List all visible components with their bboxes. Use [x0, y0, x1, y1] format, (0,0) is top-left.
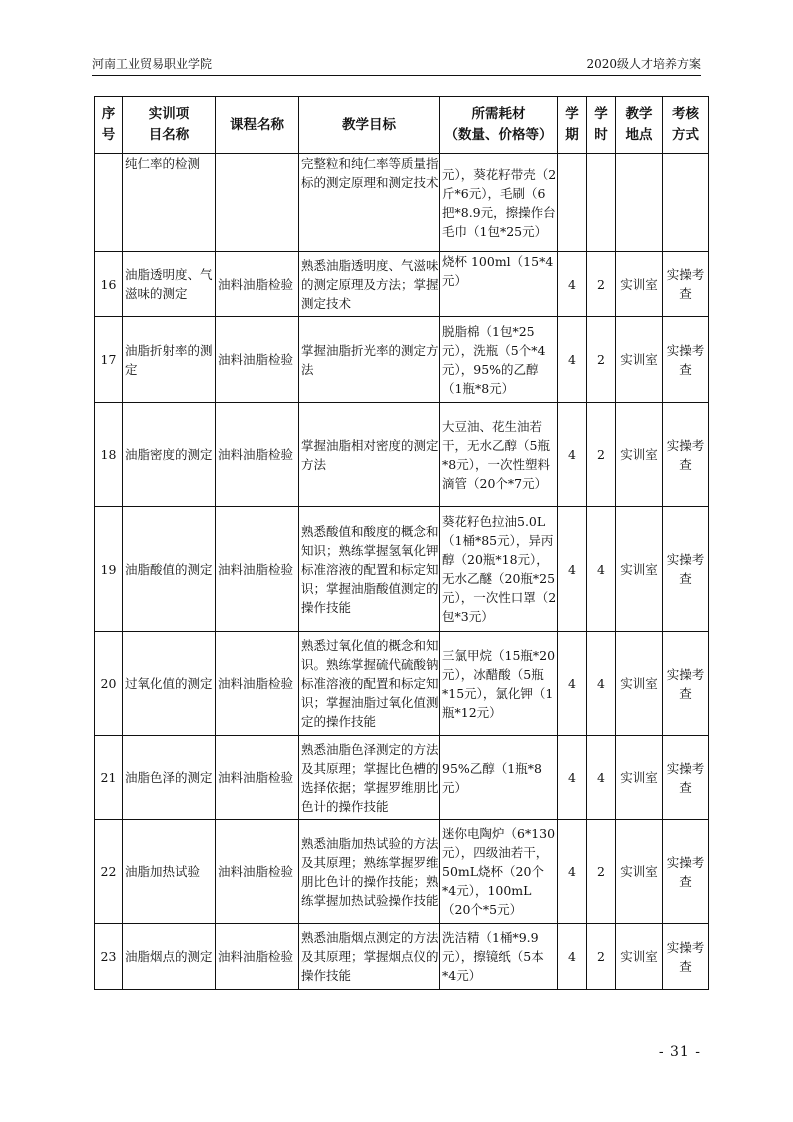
cell-term: 4	[558, 403, 587, 507]
cell-exam: 实操考查	[663, 736, 709, 820]
cell-hours	[587, 154, 616, 252]
cell-materials: 三氯甲烷（15瓶*20元），冰醋酸（5瓶*15元），氯化钾（1瓶*12元）	[440, 632, 558, 736]
header-no: 序 号	[95, 97, 123, 154]
header-place: 教学 地点	[616, 97, 663, 154]
cell-goal: 熟悉油脂色泽测定的方法及其原理；掌握比色槽的选择依据；掌握罗维朋比色计的操作技能	[299, 736, 440, 820]
cell-exam: 实操考查	[663, 820, 709, 924]
table-row	[95, 403, 709, 507]
cell-item: 油脂密度的测定	[123, 403, 216, 507]
cell-item: 油脂透明度、气滋味的测定	[123, 252, 216, 317]
table-row	[95, 317, 709, 403]
cell-exam: 实操考查	[663, 507, 709, 632]
cell-exam: 实操考查	[663, 924, 709, 990]
header-term: 学 期	[558, 97, 587, 154]
cell-hours: 4	[587, 736, 616, 820]
cell-term: 4	[558, 317, 587, 403]
table-row	[95, 924, 709, 990]
table-header-row	[95, 97, 709, 154]
cell-course: 油料油脂检验	[216, 317, 299, 403]
cell-materials: 烧杯 100ml（15*4元）	[440, 252, 558, 317]
header-goal: 教学目标	[299, 97, 440, 154]
cell-term: 4	[558, 507, 587, 632]
cell-goal: 掌握油脂折光率的测定方法	[299, 317, 440, 403]
cell-term: 4	[558, 820, 587, 924]
cell-course	[216, 154, 299, 252]
table-row	[95, 252, 709, 317]
cell-hours: 2	[587, 317, 616, 403]
cell-item: 过氧化值的测定	[123, 632, 216, 736]
cell-goal: 掌握油脂相对密度的测定方法	[299, 403, 440, 507]
header-item: 实训项 目名称	[123, 97, 216, 154]
cell-hours: 2	[587, 924, 616, 990]
cell-place: 实训室	[616, 820, 663, 924]
cell-materials: 脱脂棉（1包*25元），洗瓶（5个*4元），95%的乙醇（1瓶*8元）	[440, 317, 558, 403]
cell-place: 实训室	[616, 403, 663, 507]
cell-place: 实训室	[616, 252, 663, 317]
cell-hours: 2	[587, 252, 616, 317]
cell-course: 油料油脂检验	[216, 736, 299, 820]
cell-no: 17	[95, 317, 123, 403]
table-row	[95, 154, 709, 252]
table-row	[95, 736, 709, 820]
cell-term: 4	[558, 632, 587, 736]
page-number: - 31 -	[658, 1044, 701, 1060]
cell-materials: 葵花籽色拉油5.0L（1桶*85元），异丙醇（20瓶*18元），无水乙醚（20瓶*25元），一次性口罩（2包*3元）	[440, 507, 558, 632]
cell-no: 22	[95, 820, 123, 924]
cell-no: 23	[95, 924, 123, 990]
cell-hours: 4	[587, 507, 616, 632]
cell-goal: 完整粒和纯仁率等质量指标的测定原理和测定技术	[299, 154, 440, 252]
cell-item: 油脂加热试验	[123, 820, 216, 924]
cell-course: 油料油脂检验	[216, 403, 299, 507]
cell-place: 实训室	[616, 632, 663, 736]
cell-no: 20	[95, 632, 123, 736]
cell-no	[95, 154, 123, 252]
cell-no: 18	[95, 403, 123, 507]
cell-no: 16	[95, 252, 123, 317]
cell-place: 实训室	[616, 924, 663, 990]
cell-course: 油料油脂检验	[216, 507, 299, 632]
table-row	[95, 820, 709, 924]
cell-item: 油脂折射率的测定	[123, 317, 216, 403]
cell-item: 油脂色泽的测定	[123, 736, 216, 820]
cell-materials: 元），葵花籽带壳（2斤*6元），毛刷（6把*8.9元，擦操作台毛巾（1包*25元）	[440, 154, 558, 252]
cell-materials: 迷你电陶炉（6*130元），四级油若干，50mL烧杯（20个*4元），100mL（20个*5元）	[440, 820, 558, 924]
table-row	[95, 632, 709, 736]
header-hours: 学 时	[587, 97, 616, 154]
cell-place	[616, 154, 663, 252]
cell-exam: 实操考查	[663, 317, 709, 403]
cell-course: 油料油脂检验	[216, 924, 299, 990]
header-materials: 所需耗材 （数量、价格等）	[440, 97, 558, 154]
cell-goal: 熟悉过氧化值的概念和知识。熟练掌握硫代硫酸钠标准溶液的配置和标定知识；掌握油脂过氧化值测定的操作技能	[299, 632, 440, 736]
cell-exam: 实操考查	[663, 632, 709, 736]
cell-term: 4	[558, 252, 587, 317]
cell-term: 4	[558, 924, 587, 990]
table-row	[95, 507, 709, 632]
cell-item: 油脂酸值的测定	[123, 507, 216, 632]
cell-place: 实训室	[616, 736, 663, 820]
cell-no: 19	[95, 507, 123, 632]
header-plan-title: 2020级人才培养方案	[586, 57, 701, 71]
cell-item: 纯仁率的检测	[123, 154, 216, 252]
cell-exam: 实操考查	[663, 403, 709, 507]
cell-place: 实训室	[616, 507, 663, 632]
cell-goal: 熟悉油脂加热试验的方法及其原理；熟练掌握罗维朋比色计的操作技能；熟练掌握加热试验操作技能	[299, 820, 440, 924]
header-rule	[92, 75, 701, 76]
cell-term	[558, 154, 587, 252]
cell-exam	[663, 154, 709, 252]
cell-hours: 4	[587, 632, 616, 736]
cell-hours: 2	[587, 403, 616, 507]
cell-goal: 熟悉油脂透明度、气滋味的测定原理及方法；掌握测定技术	[299, 252, 440, 317]
header-exam: 考核 方式	[663, 97, 709, 154]
header-course: 课程名称	[216, 97, 299, 154]
cell-item: 油脂烟点的测定	[123, 924, 216, 990]
header-school-name: 河南工业贸易职业学院	[92, 57, 213, 71]
cell-course: 油料油脂检验	[216, 252, 299, 317]
cell-materials: 95%乙醇（1瓶*8元）	[440, 736, 558, 820]
cell-course: 油料油脂检验	[216, 820, 299, 924]
cell-no: 21	[95, 736, 123, 820]
cell-goal: 熟悉酸值和酸度的概念和知识；熟练掌握氢氧化钾标准溶液的配置和标定知识；掌握油脂酸值测定的操作技能	[299, 507, 440, 632]
cell-term: 4	[558, 736, 587, 820]
cell-exam: 实操考查	[663, 252, 709, 317]
cell-place: 实训室	[616, 317, 663, 403]
training-table	[94, 96, 709, 990]
cell-materials: 洗洁精（1桶*9.9元），擦镜纸（5本*4元）	[440, 924, 558, 990]
cell-goal: 熟悉油脂烟点测定的方法及其原理；掌握烟点仪的操作技能	[299, 924, 440, 990]
cell-materials: 大豆油、花生油若干，无水乙醇（5瓶*8元），一次性塑料滴管（20个*7元）	[440, 403, 558, 507]
cell-course: 油料油脂检验	[216, 632, 299, 736]
cell-hours: 2	[587, 820, 616, 924]
